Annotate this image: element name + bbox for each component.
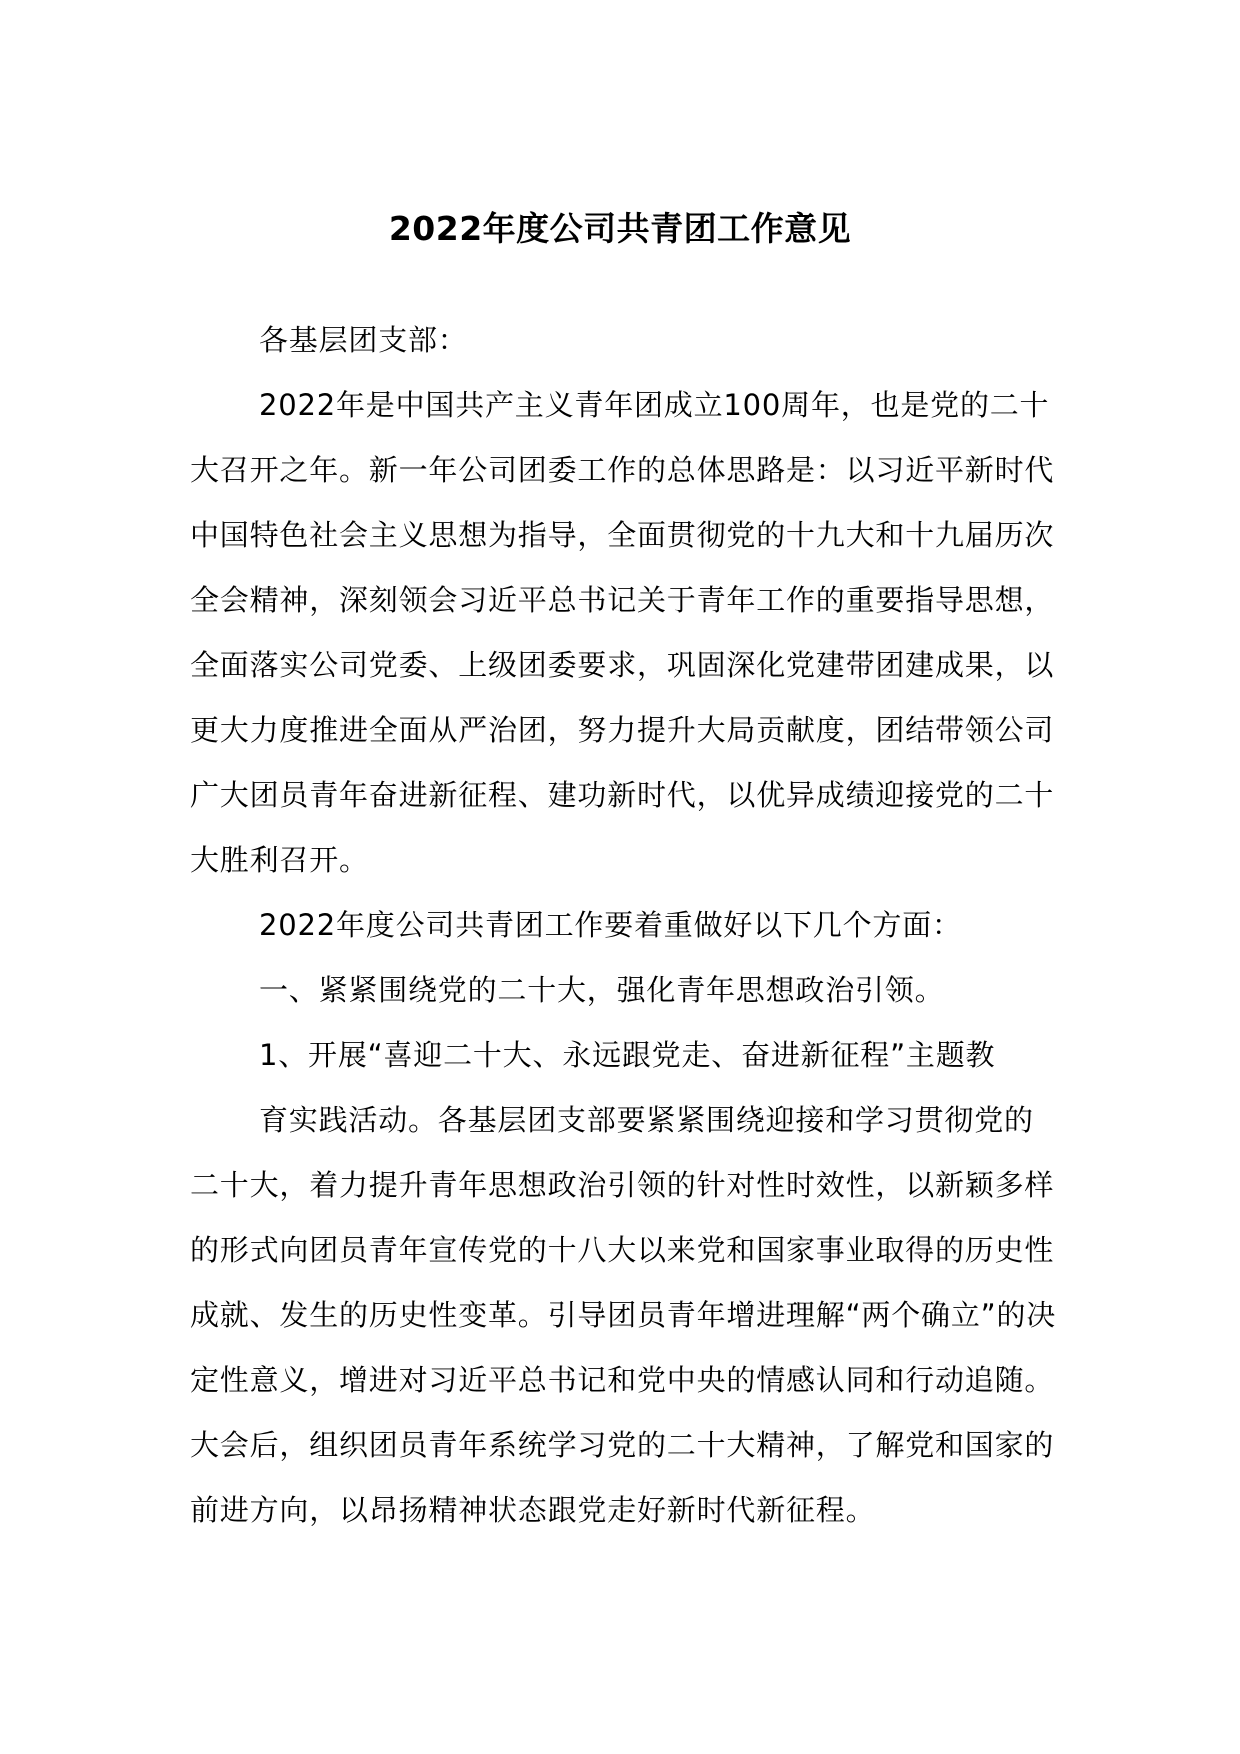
document-body xyxy=(190,308,1060,1543)
paragraph-item-1-body: 育实践活动。各基层团支部要紧紧围绕迎接和学习贯彻党的二十大，着力提升青年思想政治引领的针对性时效性，以新颖多样的形式向团员青年宣传党的十八大以来党和国家事业取得的历史性成就、发生的历史性变革。引导团员青年增进理解“两个确立”的决定性意义，增进对习近平总书记和党中央的情感认同和行动追随。 xyxy=(190,1103,1057,1397)
paragraph-closing: 大会后，组织团员青年系统学习党的二十大精神，了解党和国家的前进方向，以昂扬精神状态跟党走好新时代新征程。 xyxy=(190,1428,1055,1527)
paragraph-intro: 2022年是中国共产主义青年团成立100周年，也是党的二十大召开之年。新一年公司团委工作的总体思路是：以习近平新时代中国特色社会主义思想为指导，全面贯彻党的十九大和十九届历次全会精神，深刻领会习近平总书记关于青年工作的重要指导思想，全面落实公司党委、上级团委要求，巩固深化党建带团建成果，以更大力度推进全面从严治团，努力提升大局贡献度，团结带领公司广大团员青年奋进新征程、建功新时代，以优异成绩迎接党的二十大胜利召开。 xyxy=(190,388,1055,877)
section-heading-1: 一、紧紧围绕党的二十大，强化青年思想政治引领。 xyxy=(259,973,945,1007)
item-heading-1: 1、开展“喜迎二十大、永远跟党走、奋进新征程”主题教 xyxy=(259,1038,996,1072)
salutation: 各基层团支部： xyxy=(259,323,468,357)
document-title: 2022年度公司共青团工作意见 xyxy=(388,209,852,248)
paragraph-focus-areas: 2022年度公司共青团工作要着重做好以下几个方面： xyxy=(259,908,962,942)
